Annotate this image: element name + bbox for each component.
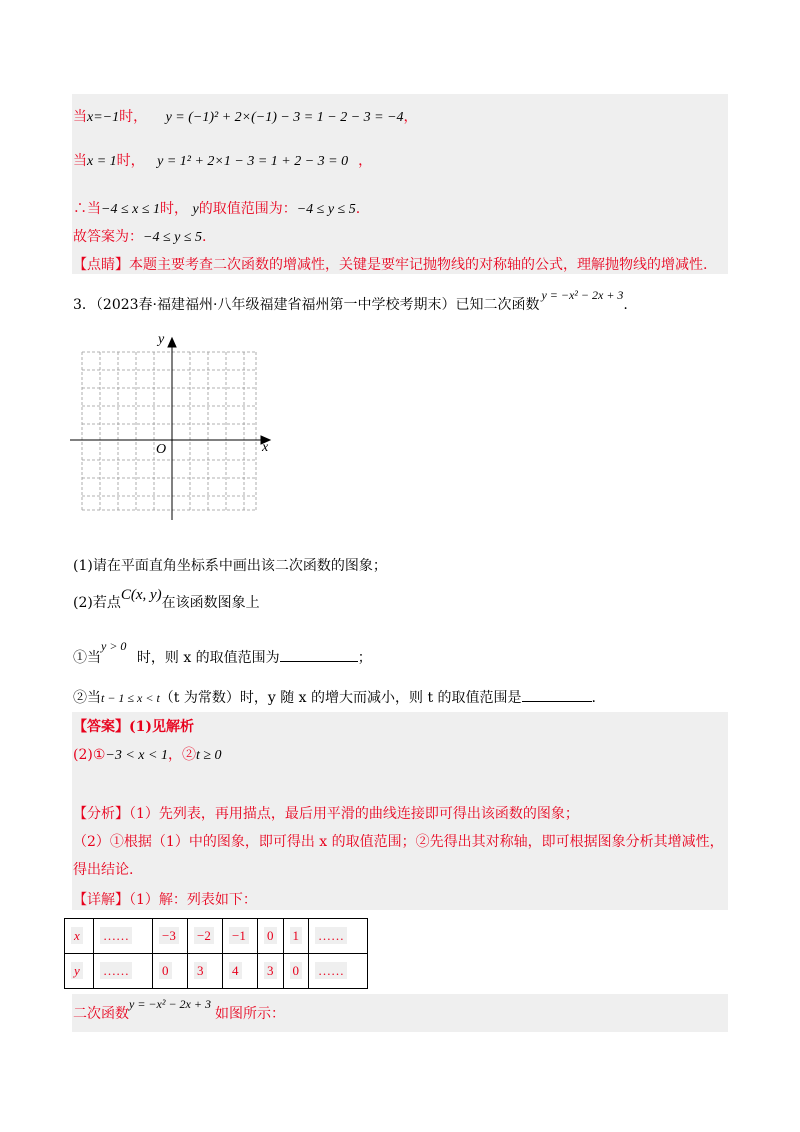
table-cell: 4 (223, 954, 258, 989)
detail-line: 【详解】（1）解：列表如下： (73, 892, 257, 908)
question-sub1: ①当y > 0 时，则 x 的取值范围为 ； (73, 639, 372, 666)
axis-label-origin: O (156, 442, 167, 457)
table-cell: 3 (258, 954, 284, 989)
question-part1: (1)请在平面直角坐标系中画出该二次函数的图象； (73, 558, 387, 574)
analysis-line-2: （2）①根据（1）中的图象，即可得出 x 的取值范围；②先得出其对称轴，即可根据图象分析其增减性， (73, 834, 724, 850)
coordinate-grid (60, 330, 280, 530)
values-table (64, 918, 368, 989)
analysis-line-3: 得出结论. (73, 862, 134, 878)
answer-blank-1[interactable] (280, 647, 358, 662)
answer-blank-2[interactable] (522, 687, 592, 702)
question-header: 3．（2023春·福建福州·八年级福建省福州第一中学校考期末）已知二次函数y = −x² − 2x + 3. (73, 288, 628, 313)
table-cell: 0 (258, 919, 284, 954)
question-part2: (2)若点C(x, y)在该函数图象上 (73, 587, 260, 611)
table-header-x: x (65, 919, 94, 954)
solution-comment: 【点睛】本题主要考查二次函数的增减性，关键是要牢记抛物线的对称轴的公式，理解抛物线的增减性. (73, 257, 708, 273)
table-row (65, 919, 368, 954)
y-axis-arrow-icon (168, 338, 176, 347)
table-cell: −1 (223, 919, 258, 954)
solution-line-3: ∴当−4 ≤ x ≤ 1时， y的取值范围为：−4 ≤ y ≤ 5. (73, 201, 361, 217)
table-cell: 0 (283, 954, 309, 989)
table-cell: …… (94, 954, 153, 989)
answer-line-2: (2)①−3 < x < 1，②t ≥ 0 (73, 747, 222, 763)
table-cell: 1 (283, 919, 309, 954)
analysis-line-1: 【分析】（1）先列表，再用描点，最后用平滑的曲线连接即可得出该函数的图象； (73, 806, 579, 822)
answer-label: 【答案】(1)见解析 (73, 719, 194, 735)
solution-line-1: 当x=−1时， y = (−1)² + 2×(−1) − 3 = 1 − 2 − 3 = −4， (73, 109, 418, 125)
solution-line-2: 当x = 1时， y = 1² + 2×1 − 3 = 1 + 2 − 3 = 0 ， (73, 153, 373, 169)
axis-label-y: y (158, 332, 165, 347)
axis-label-x: x (262, 440, 269, 455)
table-cell: −2 (188, 919, 223, 954)
solution-answer: 故答案为：−4 ≤ y ≤ 5. (73, 229, 207, 245)
table-cell: 0 (153, 954, 188, 989)
table-cell: …… (309, 954, 368, 989)
table-header-y: y (65, 954, 94, 989)
question-sub2: ②当t − 1 ≤ x < t（t 为常数）时，y 随 x 的增大而减小，则 t 的取值范围是 . (73, 687, 596, 707)
table-row (65, 954, 368, 989)
table-cell: …… (94, 919, 153, 954)
table-cell: 3 (188, 954, 223, 989)
table-cell: −3 (153, 919, 188, 954)
closing-line: 二次函数y = −x² − 2x + 3如图所示： (73, 997, 285, 1022)
table-cell: …… (309, 919, 368, 954)
